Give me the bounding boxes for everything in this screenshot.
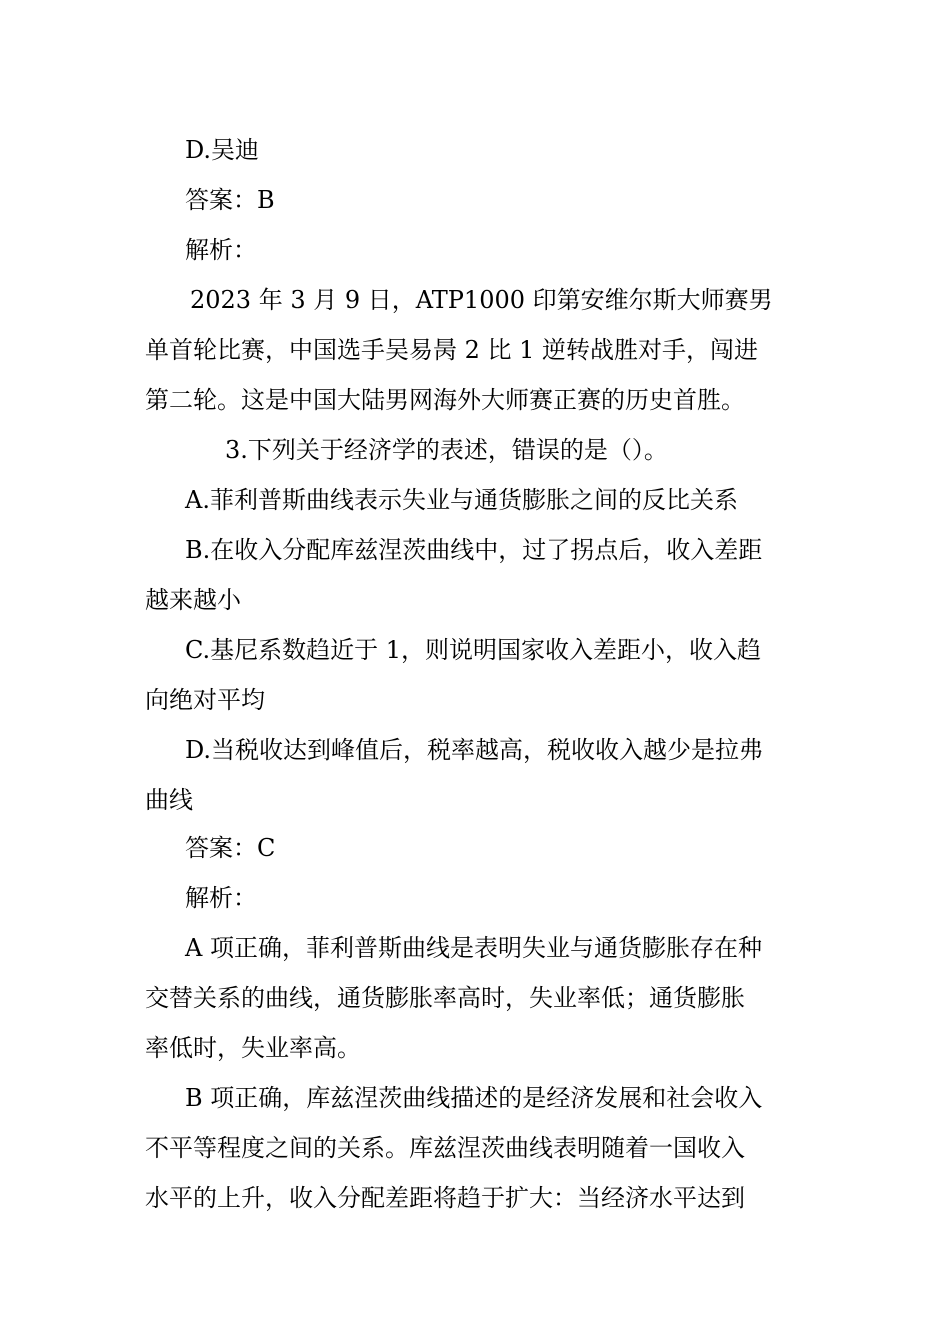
- analysis-paragraph-q2-line2: 单首轮比赛，中国选手吴易昺 2 比 1 逆转战胜对手，闯进: [145, 336, 759, 364]
- option-b-q3-line2: 越来越小: [145, 586, 241, 614]
- analysis-label-q2: 解析：: [185, 236, 257, 264]
- option-d-q3-line1: D.当税收达到峰值后，税率越高，税收收入越少是拉弗: [185, 736, 764, 764]
- analysis-b-line3: 水平的上升，收入分配差距将趋于扩大：当经济水平达到: [145, 1184, 745, 1212]
- option-d-q3-line2: 曲线: [145, 786, 193, 814]
- option-c-q3-line2: 向绝对平均: [145, 686, 265, 714]
- analysis-a-line3: 率低时，失业率高。: [145, 1034, 361, 1062]
- question-3-title: 3.下列关于经济学的表述，错误的是（）。: [225, 436, 668, 464]
- answer-label-q3: 答案：C: [185, 834, 276, 862]
- option-a-q3: A.菲利普斯曲线表示失业与通货膨胀之间的反比关系: [185, 486, 738, 514]
- option-b-q3-line1: B.在收入分配库兹涅茨曲线中，过了拐点后，收入差距: [185, 536, 763, 564]
- analysis-a-line2: 交替关系的曲线，通货膨胀率高时，失业率低；通货膨胀: [145, 984, 745, 1012]
- option-c-q3-line1: C.基尼系数趋近于 1，则说明国家收入差距小，收入趋: [185, 636, 762, 664]
- analysis-a-line1: A 项正确，菲利普斯曲线是表明失业与通货膨胀存在种: [185, 934, 762, 962]
- analysis-b-line1: B 项正确，库兹涅茨曲线描述的是经济发展和社会收入: [185, 1084, 763, 1112]
- answer-label-q2: 答案：B: [185, 186, 275, 214]
- analysis-b-line2: 不平等程度之间的关系。库兹涅茨曲线表明随着一国收入: [145, 1134, 745, 1162]
- option-d-wu-di: D.吴迪: [185, 136, 260, 164]
- analysis-label-q3: 解析：: [185, 884, 257, 912]
- analysis-paragraph-q2-line3: 第二轮。这是中国大陆男网海外大师赛正赛的历史首胜。: [145, 386, 745, 414]
- analysis-paragraph-q2-line1: 2023 年 3 月 9 日，ATP1000 印第安维尔斯大师赛男: [190, 286, 773, 314]
